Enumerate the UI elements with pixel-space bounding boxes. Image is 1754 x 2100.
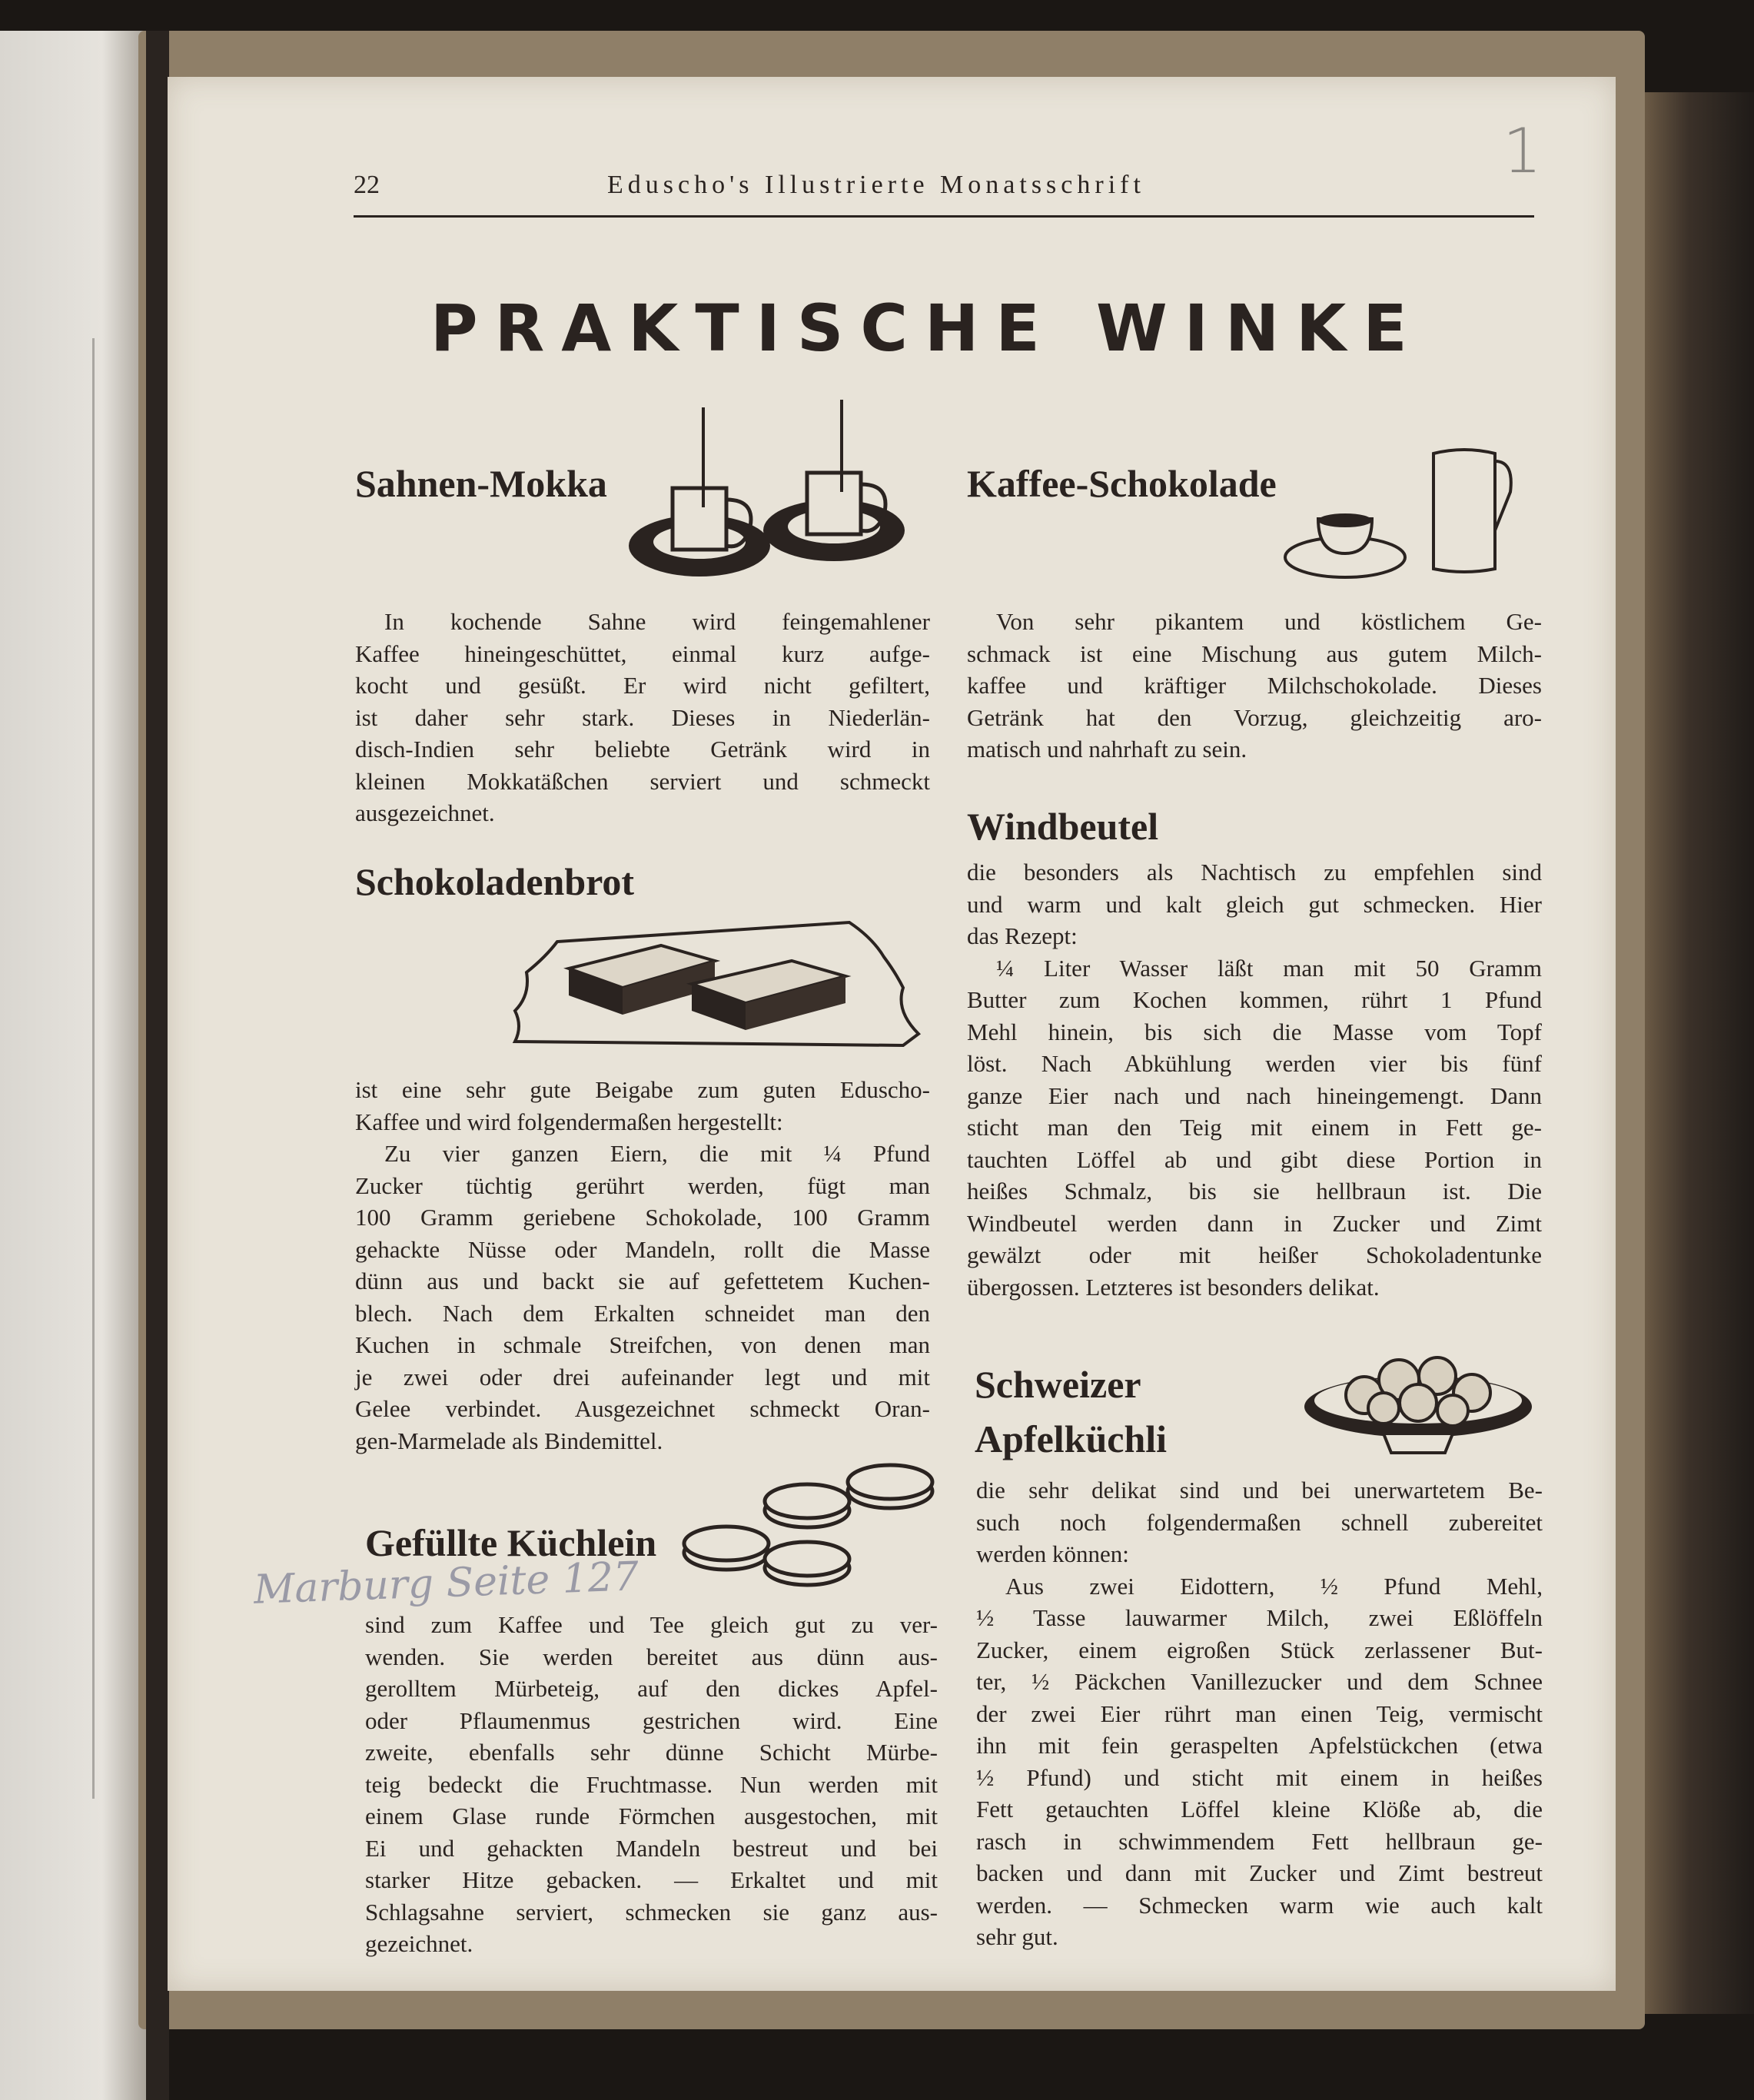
text-line: ist eine sehr gute Beigabe zum guten Eduscho- [355, 1076, 930, 1103]
section-heading-kaffee-schokolade: Kaffee-Schokolade [967, 462, 1277, 505]
text-line: rasch in schwimmendem Fett hellbraun ge- [976, 1827, 1543, 1855]
text-line: Ei und gehackten Mandeln bestreut und bei [365, 1834, 938, 1862]
book-edge [1645, 92, 1754, 2014]
text-line: Windbeutel werden dann in Zucker und Zimt [967, 1209, 1542, 1237]
text-line: ausgezeichnet. [355, 799, 495, 826]
book-binding [146, 31, 169, 2100]
header-rule [354, 215, 1534, 218]
page-number: 22 [354, 171, 380, 199]
text-line: zweite, ebenfalls sehr dünne Schicht Mürbe- [365, 1739, 938, 1766]
section-body-gefuellte-kuechlein [365, 1609, 938, 1960]
text-line: je zwei oder drei aufeinander legt und mit [355, 1363, 930, 1391]
text-line: Aus zwei Eidottern, ½ Pfund Mehl, [1005, 1572, 1543, 1600]
running-title: Eduscho's Illustrierte Monatsschrift [607, 171, 1145, 199]
text-line: Zucker tüchtig gerührt werden, fügt man [355, 1171, 930, 1199]
text-line: Fett getauchten Löffel kleine Klöße ab, die [976, 1796, 1543, 1823]
section-heading-windbeutel: Windbeutel [967, 805, 1159, 848]
text-line: ist daher sehr stark. Dieses in Niederlän- [355, 703, 930, 731]
text-line: disch-Indien sehr beliebte Getränk wird in [355, 736, 930, 763]
text-line: sticht man den Teig mit einem in Fett ge- [967, 1114, 1542, 1141]
text-line: Kaffee hineingeschüttet, einmal kurz aufge- [355, 640, 930, 667]
text-line: dünn aus und backt sie auf gefettetem Kuchen- [355, 1268, 930, 1294]
handwritten-note: Marburg Seite 127 [253, 1553, 639, 1613]
text-line: werden. — Schmecken warm wie auch kalt [976, 1891, 1543, 1919]
text-line: ¼ Liter Wasser läßt man mit 50 Gramm [996, 954, 1542, 982]
text-line: und warm und kalt gleich gut schmecken. Hier [967, 890, 1542, 918]
text-line: teig bedeckt die Fruchtmasse. Nun werden mit [365, 1770, 938, 1798]
text-line: kaffee und kräftiger Milchschokolade. Dieses [967, 672, 1542, 699]
chocolate-bread-illustration [507, 915, 926, 1053]
section-heading-sahnen-mokka: Sahnen-Mokka [355, 462, 607, 505]
text-line: sehr gut. [976, 1923, 1058, 1950]
facing-page-edge [0, 31, 146, 2100]
filled-pastries-illustration [676, 1453, 938, 1591]
text-line: Von sehr pikantem und köstlichem Ge- [996, 608, 1542, 635]
text-line: ½ Tasse lauwarmer Milch, zwei Eßlöffeln [976, 1604, 1543, 1631]
section-body-sahnen-mokka [355, 606, 930, 829]
text-line: gewälzt oder mit heißer Schokoladentunke [967, 1241, 1542, 1268]
text-line: Butter zum Kochen kommen, rührt 1 Pfund [967, 986, 1542, 1013]
text-line: kleinen Mokkatäßchen serviert und schmeckt [355, 767, 930, 795]
text-line: In kochende Sahne wird feingemahlener [384, 608, 930, 635]
text-line: kocht und gesüßt. Er wird nicht gefiltert, [355, 672, 930, 699]
text-line: werden können: [976, 1540, 1129, 1567]
text-line: die sehr delikat sind und bei unerwartetem Be- [976, 1477, 1543, 1504]
text-line: 100 Gramm geriebene Schokolade, 100 Gramm [355, 1204, 930, 1231]
section-body-schokoladenbrot [355, 1074, 930, 1457]
section-heading-schweizer: Schweizer [975, 1363, 1141, 1406]
text-line: Mehl hinein, bis sich die Masse vom Topf [967, 1018, 1542, 1045]
section-body-apfelkuechli [976, 1474, 1543, 1953]
text-line: ½ Pfund) und sticht mit einem in heißes [976, 1763, 1543, 1791]
text-line: Kuchen in schmale Streifchen, von denen man [355, 1331, 930, 1358]
section-heading-apfelkuechli: Apfelküchli [975, 1417, 1168, 1460]
coffee-chocolate-illustration [1280, 438, 1526, 584]
text-line: gerolltem Mürbeteig, auf den dickes Apfel- [365, 1675, 938, 1702]
apple-fritters-illustration [1303, 1345, 1537, 1460]
text-line: löst. Nach Abkühlung werden vier bis fünf [967, 1050, 1542, 1077]
text-line: gen-Marmelade als Bindemittel. [355, 1427, 663, 1454]
text-line: backen und dann mit Zucker und Zimt bestreut [976, 1859, 1543, 1886]
text-line: der zwei Eier rührt man einen Teig, vermischt [976, 1700, 1543, 1727]
section-body-kaffee-schokolade [967, 606, 1542, 766]
text-line: matisch und nahrhaft zu sein. [967, 736, 1247, 763]
section-body-windbeutel [967, 856, 1542, 1303]
handwritten-page-number: 1 [1503, 115, 1542, 187]
text-line: oder Pflaumenmus gestrichen wird. Eine [365, 1706, 938, 1734]
text-line: ihn mit fein geraspelten Apfelstückchen (etwa [976, 1732, 1543, 1759]
text-line: blech. Nach dem Erkalten schneidet man den [355, 1299, 930, 1327]
section-heading-gefuellte-kuechlein: Gefüllte Küchlein [365, 1521, 657, 1564]
text-line: Gelee verbindet. Ausgezeichnet schmeckt Oran- [355, 1395, 930, 1422]
text-line: gehackte Nüsse oder Mandeln, rollt die Masse [355, 1235, 930, 1263]
text-line: schmack ist eine Mischung aus gutem Milch- [967, 640, 1542, 667]
mocha-cups-illustration [626, 400, 926, 588]
text-line: tauchten Löffel ab und gibt diese Portion in [967, 1145, 1542, 1173]
text-line: sind zum Kaffee und Tee gleich gut zu ver- [365, 1611, 938, 1638]
text-line: heißes Schmalz, bis sie hellbraun ist. Die [967, 1178, 1542, 1205]
text-line: Zucker, einem eigroßen Stück zerlassener But- [976, 1636, 1543, 1663]
margin-line [92, 338, 95, 1799]
text-line: starker Hitze gebacken. — Erkaltet und mit [365, 1866, 938, 1893]
text-line: ganze Eier nach und nach hineingemengt. Dann [967, 1082, 1542, 1109]
text-line: Kaffee und wird folgendermaßen hergestellt: [355, 1108, 783, 1135]
text-line: das Rezept: [967, 922, 1078, 949]
text-line: Zu vier ganzen Eiern, die mit ¼ Pfund [384, 1140, 930, 1167]
text-line: ter, ½ Päckchen Vanillezucker und dem Schnee [976, 1668, 1543, 1695]
section-heading-schokoladenbrot: Schokoladenbrot [355, 860, 635, 903]
text-line: übergossen. Letzteres ist besonders delikat. [967, 1273, 1380, 1301]
text-line: einem Glase runde Förmchen ausgestochen, mit [365, 1803, 938, 1829]
page-title: PRAKTISCHE WINKE [430, 291, 1424, 366]
text-line: wenden. Sie werden bereitet aus dünn aus- [365, 1643, 938, 1670]
text-line: such noch folgendermaßen schnell zubereitet [976, 1508, 1543, 1536]
text-line: Getränk hat den Vorzug, gleichzeitig aro- [967, 703, 1542, 731]
text-line: die besonders als Nachtisch zu empfehlen sind [967, 859, 1542, 886]
text-line: gezeichnet. [365, 1930, 473, 1957]
text-line: Schlagsahne serviert, schmecken sie ganz aus- [365, 1898, 938, 1926]
